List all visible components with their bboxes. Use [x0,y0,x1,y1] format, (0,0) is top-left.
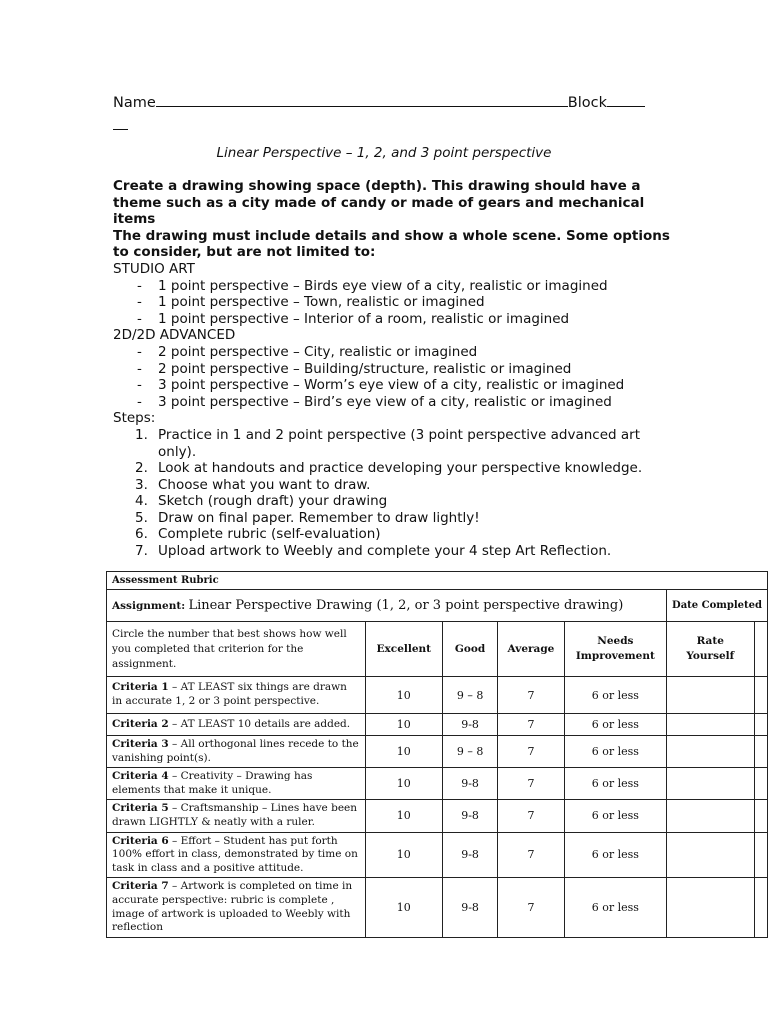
list-item: - 1 point perspective – Interior of a room, realistic or imagined [113,311,673,328]
score-excellent[interactable]: 10 [365,677,442,714]
step-text: Sketch (rough draft) your drawing [158,493,388,510]
criteria-cell [107,768,366,800]
step-item [113,510,673,527]
rubric-header-row [107,622,768,677]
score-average[interactable]: 7 [498,832,565,878]
score-average[interactable]: 7 [498,714,565,736]
extra-cell [754,768,768,800]
criteria-desc: – Artwork is completed on time in accurate perspective: rubric is complete , image of artwork is uploaded to Weebly with reflection [112,880,353,934]
rubric-caption: Assessment Rubric [107,572,768,590]
block-label: Block [567,95,607,111]
score-needs-improvement[interactable]: 6 or less [564,832,666,878]
criteria-label: Criteria 3 [112,738,169,750]
extra-cell [754,832,768,878]
rate-yourself-cell[interactable] [667,714,754,736]
extra-cell [754,878,768,937]
table-row [107,832,768,878]
extra-cell [754,736,768,768]
step-number: 7. [135,543,148,560]
score-needs-improvement[interactable]: 6 or less [564,878,666,937]
step-number: 3. [135,476,148,493]
advanced-list [113,344,673,410]
step-number: 1. [135,426,148,443]
criteria-desc: – Effort – Student has put forth 100% effort in class, demonstrated by time on task in class and a positive attitude. [112,834,358,874]
name-label: Name [113,95,156,111]
rate-yourself-cell[interactable] [667,832,754,878]
assignment-value: Linear Perspective Drawing (1, 2, or 3 point perspective drawing) [188,598,624,613]
score-average[interactable]: 7 [498,736,565,768]
assessment-rubric-table [106,571,768,938]
score-good[interactable]: 9-8 [442,800,497,832]
intro-paragraph-2: The drawing must include details and show a whole scene. Some options to consider, but are not limited to: [113,227,670,261]
score-good[interactable]: 9-8 [442,714,497,736]
assignment-cell [107,590,667,622]
col-good: Good [442,622,497,677]
block-blank[interactable] [607,93,645,107]
score-needs-improvement[interactable]: 6 or less [564,736,666,768]
intro-paragraph-1: Create a drawing showing space (depth). This drawing should have a theme such as a city made of candy or made of gears and mechanical items [113,178,645,228]
rubric-instruction: Circle the number that best shows how well you completed that criterion for the assignment. [107,622,366,677]
step-text: Draw on final paper. Remember to draw lightly! [158,509,480,526]
list-item: - 3 point perspective – Worm’s eye view of a city, realistic or imagined [113,377,673,394]
step-item [113,427,673,460]
col-needs-improvement: Needs Improvement [564,622,666,677]
name-block-line [113,93,645,112]
score-good[interactable]: 9-8 [442,768,497,800]
criteria-label: Criteria 7 [112,880,169,893]
list-item: - 1 point perspective – Birds eye view of a city, realistic or imagined [113,278,673,295]
score-excellent[interactable]: 10 [365,736,442,768]
steps-heading: Steps: [113,410,156,427]
rate-yourself-cell[interactable] [667,736,754,768]
score-needs-improvement[interactable]: 6 or less [564,714,666,736]
score-excellent[interactable]: 10 [365,768,442,800]
step-number: 2. [135,460,148,477]
score-average[interactable]: 7 [498,768,565,800]
extra-cell [754,800,768,832]
step-text: Complete rubric (self-evaluation) [158,526,381,543]
criteria-cell [107,714,366,736]
rubric-caption-row [107,572,768,590]
score-needs-improvement[interactable]: 6 or less [564,800,666,832]
criteria-label: Criteria 2 [112,717,169,730]
assignment-row [107,590,768,622]
step-item [113,543,673,560]
rate-yourself-cell[interactable] [667,878,754,937]
rate-yourself-cell[interactable] [667,677,754,714]
step-item [113,460,673,477]
step-number: 5. [135,509,148,526]
score-excellent[interactable]: 10 [365,714,442,736]
criteria-cell [107,677,366,714]
criteria-cell [107,736,366,768]
steps-list [113,427,673,560]
score-good[interactable]: 9 – 8 [442,736,497,768]
score-average[interactable]: 7 [498,878,565,937]
list-item: - 3 point perspective – Bird’s eye view of a city, realistic or imagined [113,394,673,411]
step-number: 4. [135,493,148,510]
score-needs-improvement[interactable]: 6 or less [564,677,666,714]
criteria-desc: – All orthogonal lines recede to the vanishing point(s). [112,738,359,764]
rate-yourself-cell[interactable] [667,800,754,832]
score-needs-improvement[interactable]: 6 or less [564,768,666,800]
studio-art-heading: STUDIO ART [113,260,195,277]
table-row [107,736,768,768]
criteria-label: Criteria 6 [112,834,169,847]
table-row [107,677,768,714]
advanced-heading: 2D/2D ADVANCED [113,327,236,344]
score-excellent[interactable]: 10 [365,832,442,878]
table-row [107,878,768,937]
step-text: Upload artwork to Weebly and complete your 4 step Art Reflection. [158,543,612,560]
step-item [113,477,673,494]
table-row [107,768,768,800]
score-excellent[interactable]: 10 [365,800,442,832]
criteria-desc: – Creativity – Drawing has elements that make it unique. [112,770,313,796]
step-item [113,526,673,543]
criteria-label: Criteria 4 [112,770,169,783]
step-text: Choose what you want to draw. [158,476,371,493]
score-good[interactable]: 9-8 [442,832,497,878]
score-excellent[interactable]: 10 [365,878,442,937]
table-row [107,800,768,832]
name-blank[interactable] [156,93,568,107]
col-extra [754,622,768,677]
studio-art-list [113,278,673,328]
criteria-desc: – AT LEAST six things are drawn in accurate 1, 2 or 3 point perspective. [112,681,347,707]
criteria-desc: – Craftsmanship – Lines have been drawn LIGHTLY & neatly with a ruler. [112,802,358,828]
table-row [107,714,768,736]
page-title: Linear Perspective – 1, 2, and 3 point perspective [216,145,552,161]
criteria-desc: – AT LEAST 10 details are added. [168,717,351,730]
score-good[interactable]: 9 – 8 [442,677,497,714]
rate-yourself-cell[interactable] [667,768,754,800]
col-rate-yourself: Rate Yourself [667,622,754,677]
block-blank-continued [113,120,128,130]
step-item [113,493,673,510]
score-average[interactable]: 7 [498,800,565,832]
step-text: Look at handouts and practice developing your perspective knowledge. [158,460,643,477]
criteria-label: Criteria 1 [112,681,169,694]
extra-cell [754,714,768,736]
score-average[interactable]: 7 [498,677,565,714]
date-completed-label: Date Completed [667,590,768,622]
instructions [113,178,673,560]
list-item: - 2 point perspective – Building/structure, realistic or imagined [113,361,673,378]
criteria-label: Criteria 5 [112,802,169,815]
score-good[interactable]: 9-8 [442,878,497,937]
assignment-label: Assignment: [112,600,186,612]
step-number: 6. [135,526,148,543]
criteria-cell [107,878,366,937]
list-item: - 2 point perspective – City, realistic or imagined [113,344,673,361]
criteria-cell [107,800,366,832]
col-excellent: Excellent [365,622,442,677]
criteria-cell [107,832,366,878]
step-text: Practice in 1 and 2 point perspective (3 point perspective advanced art only). [158,426,640,460]
list-item: - 1 point perspective – Town, realistic or imagined [113,294,673,311]
extra-cell [754,677,768,714]
col-average: Average [498,622,565,677]
